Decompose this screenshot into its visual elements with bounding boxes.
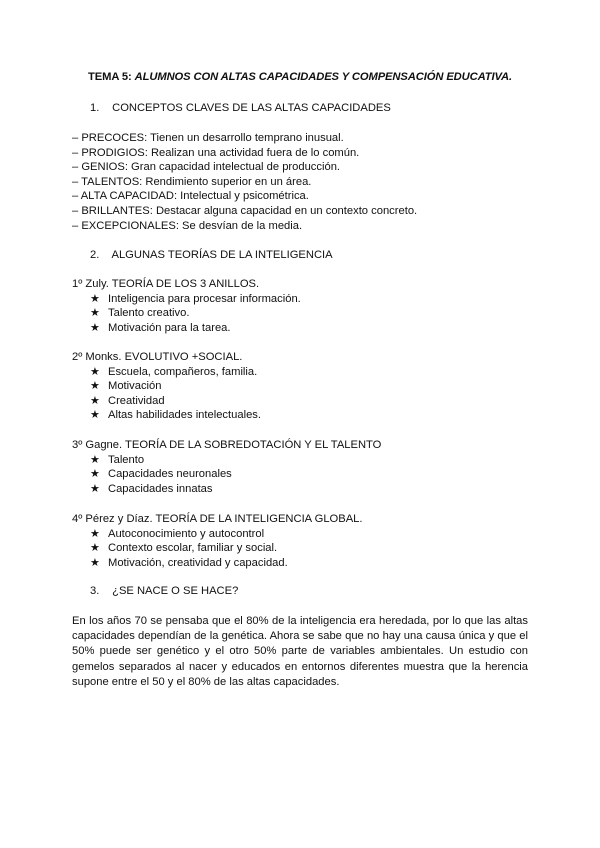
list-item: ★ Contexto escolar, familiar y social. (90, 541, 278, 555)
star-bullet-icon: ★ (90, 393, 100, 407)
body-paragraph: En los años 70 se pensaba que el 80% de la inteligencia era heredada, por lo que las altas capacidades dependían de la genética. Ahora se sabe que no hay una causa única y que el 50% puede ser genético y el otro 50% parte de variables ambientales. Un estudio con gemelos separados al nacer y educados en entornos diferentes muestra que la herencia supone entre el 50 y el 80% de las altas capacidades. (72, 615, 528, 688)
theory-bullets (72, 453, 381, 497)
theory-heading: 1º Zuly. TEORÍA DE LOS 3 ANILLOS. (72, 278, 260, 290)
list-item: ★ Capacidades innatas (90, 481, 213, 495)
list-item: – EXCEPCIONALES: Se desvían de la media. (72, 219, 303, 232)
list-item: ★ Talento (90, 452, 145, 466)
theory-bullets (72, 527, 363, 571)
list-item: – BRILLANTES: Destacar alguna capacidad en un contexto concreto. (72, 204, 418, 217)
theory-heading: 2º Monks. EVOLUTIVO +SOCIAL. (72, 351, 243, 363)
page-title (88, 70, 548, 85)
list-item: ★ Motivación para la tarea. (90, 320, 231, 334)
section-1-number: 1. (90, 102, 100, 114)
star-bullet-icon: ★ (90, 291, 100, 305)
list-item: ★ Motivación (90, 379, 162, 393)
star-bullet-icon: ★ (90, 467, 100, 481)
list-item: – PRODIGIOS: Realizan una actividad fuera de lo común. (72, 146, 360, 159)
section-2-number: 2. (90, 249, 100, 261)
list-item: ★ Motivación, creatividad y capacidad. (90, 555, 288, 569)
title-main: ALUMNOS CON ALTAS CAPACIDADES Y COMPENSACIÓN EDUCATIVA. (134, 71, 513, 83)
theory-1 (72, 277, 301, 335)
title-prefix: TEMA 5: (88, 71, 132, 83)
star-bullet-icon: ★ (90, 379, 100, 393)
star-bullet-icon: ★ (90, 481, 100, 495)
theory-heading: 4º Pérez y Díaz. TEORÍA DE LA INTELIGENCIA GLOBAL. (72, 513, 363, 525)
list-item: – PRECOCES: Tienen un desarrollo temprano inusual. (72, 132, 344, 144)
list-item: ★ Autoconocimiento y autocontrol (90, 526, 265, 540)
theory-bullets (72, 365, 261, 423)
section-3-heading (90, 584, 238, 599)
star-bullet-icon: ★ (90, 541, 100, 555)
theory-2 (72, 350, 261, 423)
star-bullet-icon: ★ (90, 526, 100, 540)
star-bullet-icon: ★ (90, 306, 100, 320)
list-item: – TALENTOS: Rendimiento superior en un área. (72, 175, 312, 188)
list-item: ★ Capacidades neuronales (90, 467, 232, 481)
star-bullet-icon: ★ (90, 452, 100, 466)
list-item: ★ Talento creativo. (90, 306, 190, 320)
list-item: – GENIOS: Gran capacidad intelectual de producción. (72, 161, 341, 174)
list-item: – ALTA CAPACIDAD: Intelectual y psicométrica. (72, 190, 309, 203)
star-bullet-icon: ★ (90, 320, 100, 334)
section-2-heading (90, 248, 333, 263)
star-bullet-icon: ★ (90, 555, 100, 569)
section-3-title: ¿SE NACE O SE HACE? (112, 585, 239, 597)
list-item: ★ Creatividad (90, 393, 165, 407)
list-item: ★ Escuela, compañeros, familia. (90, 364, 258, 378)
section-2-title: ALGUNAS TEORÍAS DE LA INTELIGENCIA (111, 249, 333, 261)
star-bullet-icon: ★ (90, 408, 100, 422)
list-item: ★ Inteligencia para procesar información. (90, 291, 301, 305)
theory-bullets (72, 292, 301, 336)
star-bullet-icon: ★ (90, 364, 100, 378)
list-item: ★ Altas habilidades intelectuales. (90, 408, 261, 422)
theory-heading: 3º Gagne. TEORÍA DE LA SOBREDOTACIÓN Y EL TALENTO (72, 439, 382, 451)
section-3-number: 3. (90, 585, 100, 597)
concepts-list (72, 131, 417, 233)
theory-4 (72, 512, 363, 570)
theory-3 (72, 438, 381, 496)
section-1-title: CONCEPTOS CLAVES DE LAS ALTAS CAPACIDADES (112, 102, 391, 114)
section-1-heading (90, 101, 391, 116)
